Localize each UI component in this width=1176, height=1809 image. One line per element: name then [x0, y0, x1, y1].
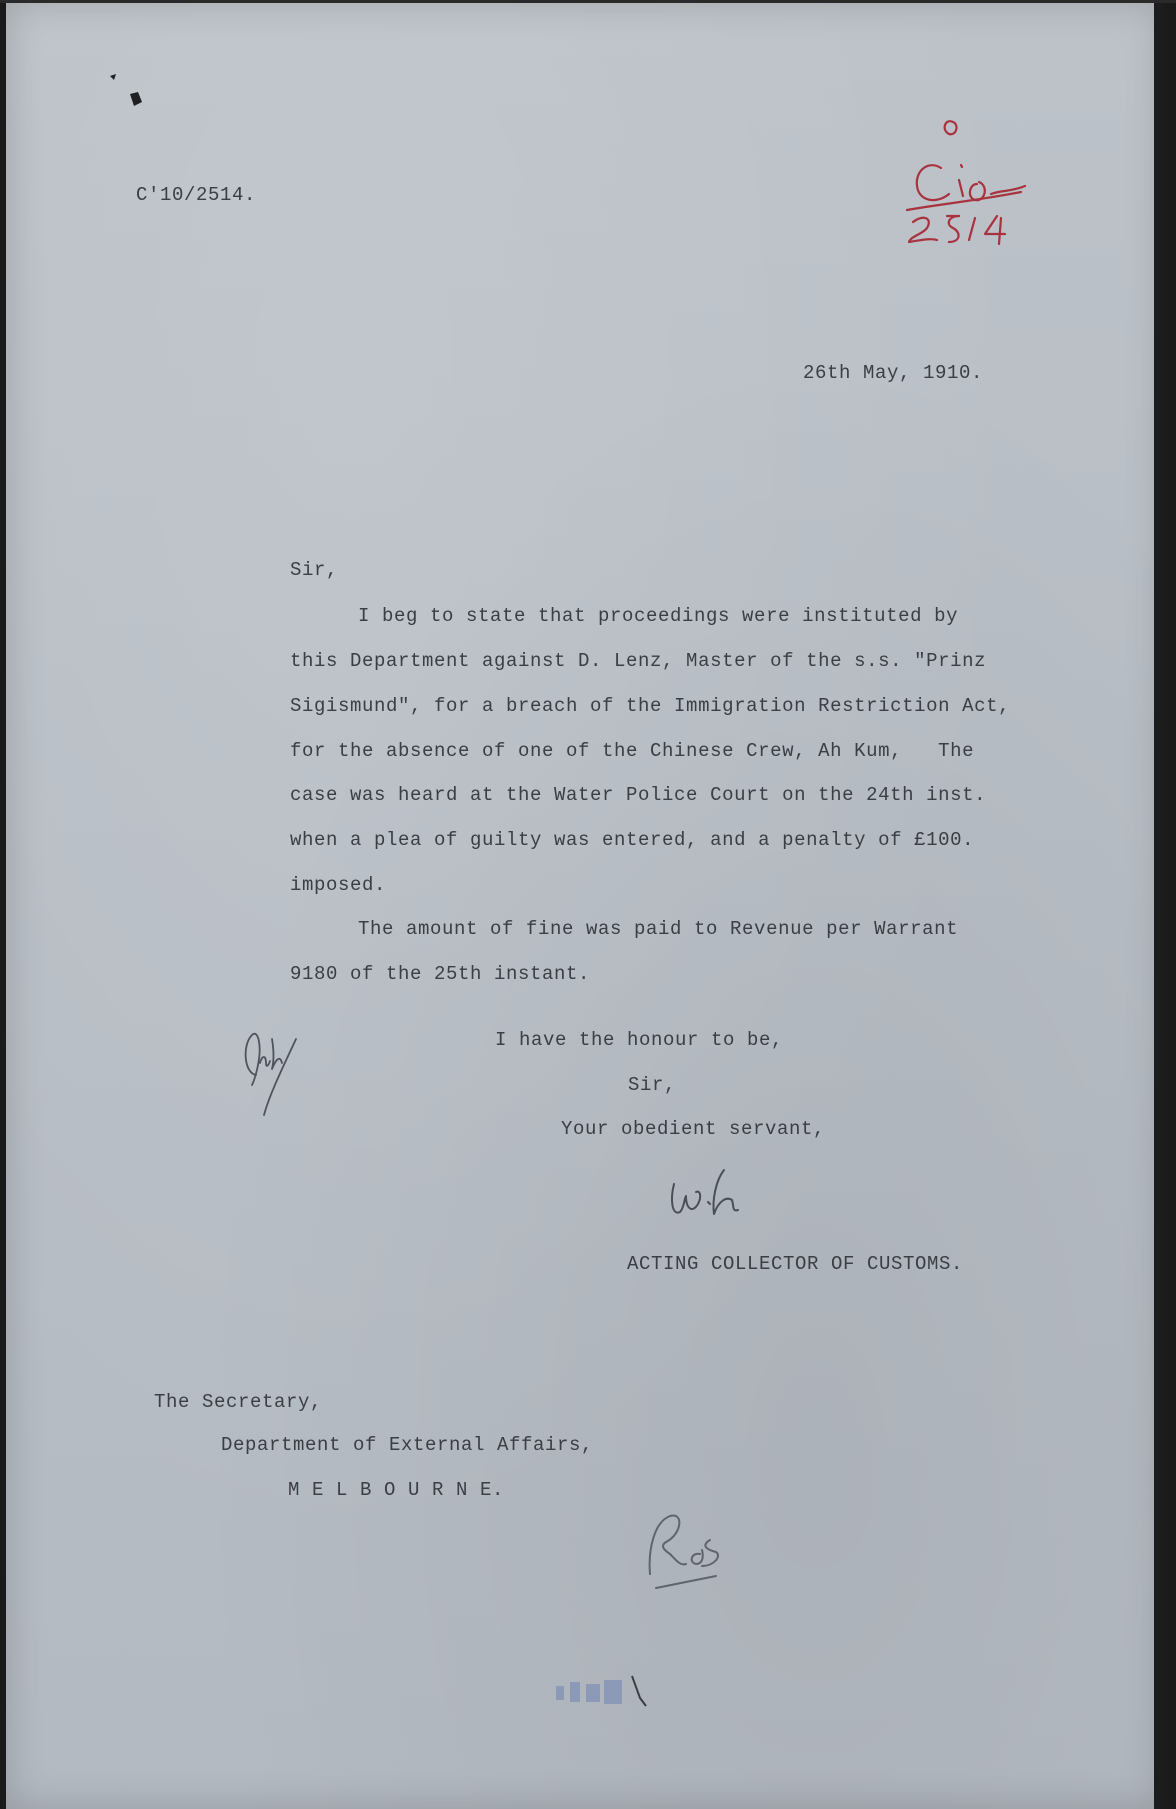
body-line: I beg to state that proceedings were instituted by [358, 605, 959, 627]
pencil-initials-margin [234, 1015, 314, 1125]
addressee-line: The Secretary, [154, 1391, 323, 1413]
closing-line: Your obedient servant, [561, 1118, 826, 1140]
scan-edge-shadow [1154, 0, 1164, 1809]
closing-line: Sir, [628, 1074, 677, 1096]
closing-line: I have the honour to be, [495, 1029, 784, 1051]
handwritten-red-reference [901, 110, 1081, 270]
body-line: when a plea of guilty was entered, and a penalty of £100. [290, 829, 975, 851]
addressee-city: M E L B O U R N E. [288, 1479, 505, 1501]
body-line: this Department against D. Lenz, Master of the s.s. "Prinz [290, 650, 987, 672]
body-line: Sigismund", for a breach of the Immigration Restriction Act, [290, 695, 1011, 717]
letter-page [6, 0, 1164, 1809]
signature [654, 1160, 764, 1230]
signatory-title: ACTING COLLECTOR OF CUSTOMS. [627, 1253, 964, 1275]
body-line: The amount of fine was paid to Revenue per Warrant [358, 918, 959, 940]
body-line: case was heard at the Water Police Court on the 24th inst. [290, 784, 987, 806]
scan-top-edge [0, 0, 1176, 3]
pencil-initials-bottom [636, 1500, 766, 1595]
paper-damage-mark [102, 72, 162, 122]
body-line: 9180 of the 25th instant. [290, 963, 591, 985]
faded-stamp-mark [546, 1672, 656, 1712]
file-reference: C'10/2514. [136, 184, 257, 206]
letter-date: 26th May, 1910. [803, 362, 984, 384]
salutation: Sir, [290, 559, 339, 581]
body-line: imposed. [290, 874, 387, 896]
addressee-line: Department of External Affairs, [221, 1434, 594, 1456]
body-line: for the absence of one of the Chinese Crew, Ah Kum, The [290, 740, 975, 762]
